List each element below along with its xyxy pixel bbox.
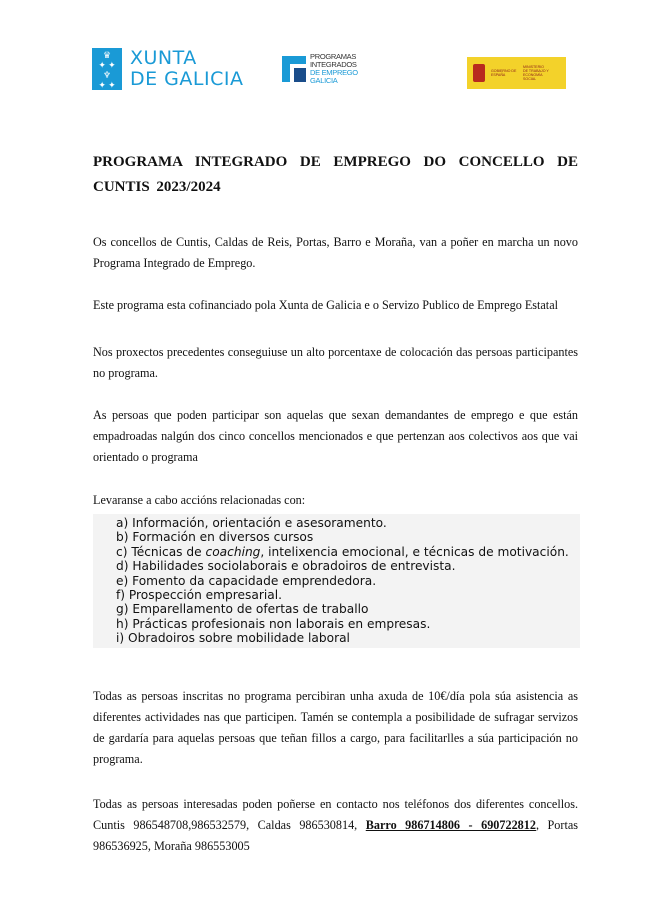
logo-text: INTEGRADOS [310, 60, 357, 69]
logo-text: PROGRAMAS [310, 52, 357, 61]
list-item-text: , intelixencia emocional, e técnicas de motivación. [260, 544, 569, 559]
list-item: i) Obradoiros sobre mobilidade laboral [116, 631, 350, 646]
list-item: h) Prácticas profesionais non laborais en empresas. [116, 616, 431, 631]
paragraph-allowance: Todas as persoas inscritas no programa percibiran unha axuda de 10€/día pola súa asistencia as diferentes actividades nas que participen. Tamén se contempla a posibilidade de sufragar servizos de gardaría para aquelas persoas que teñan fillos a cargo, para facilitarlles a súa participación no programa. [93, 689, 578, 766]
logo-text: DE EMPREGO [310, 68, 358, 77]
logo-text: XUNTA [130, 47, 197, 69]
list-item: g) Emparellamento de ofertas de traballo [116, 602, 369, 617]
list-item: d) Habilidades sociolaborais e obradoiros de entrevista. [116, 559, 456, 574]
gobierno-espana-logo [467, 57, 566, 89]
contact-text: , Portas 986536925, Moraña 986553005 [93, 818, 578, 853]
contact-text: Todas as persoas interesadas poden poñerse en contacto nos teléfonos dos diferentes concellos. Cuntis 986548708,986532579, Caldas 986530814, [93, 797, 578, 832]
paragraph-funding: Este programa esta cofinanciado pola Xunta de Galicia e o Servizo Publico de Emprego Estatal [93, 298, 558, 312]
paragraph-actions-intro: Levaranse a cabo accións relacionadas con: [93, 493, 306, 507]
logo-text: GALICIA [310, 76, 338, 85]
list-item: f) Prospección empresarial. [116, 588, 282, 603]
barro-phone-numbers: Barro 986714806 - 690722812 [365, 818, 536, 832]
list-item-text: c) Técnicas de [116, 544, 206, 559]
list-item: e) Fomento da capacidade emprendedora. [116, 573, 377, 588]
actions-list [93, 514, 580, 648]
document-title: PROGRAMA INTEGRADO DE EMPREGO DO CONCELLO DE CUNTIS 2023/2024 [93, 154, 578, 195]
list-item [116, 545, 580, 559]
logo-text: DE GALICIA [130, 68, 244, 90]
list-item-emphasis: coaching [205, 544, 261, 559]
pie-mark-icon [282, 56, 306, 82]
xunta-de-galicia-logo [92, 48, 243, 90]
spain-crest-icon [473, 64, 485, 82]
list-item: b) Formación en diversos cursos [116, 530, 314, 545]
paragraph-eligibility: As persoas que poden participar son aquelas que sexan demandantes de emprego e que están empadroadas nalgún dos cinco concellos mencionados e que pertenzan aos colectivos aos que vai orientado o programa [93, 408, 578, 464]
header-logos [92, 45, 572, 95]
list-item: a) Información, orientación e asesoramento. [116, 516, 387, 530]
paragraph-contact [93, 794, 578, 857]
logo-text: GOBIERNO DE ESPAÑA [491, 69, 517, 77]
paragraph-results: Nos proxectos precedentes conseguiuse un alto porcentaxe de colocación das persoas participantes no programa. [93, 345, 578, 380]
paragraph-intro: Os concellos de Cuntis, Caldas de Reis, Portas, Barro e Moraña, van a poñer en marcha un novo Programa Integrado de Emprego. [93, 235, 578, 270]
programas-integrados-logo [282, 53, 358, 85]
galicia-shield-icon: ♛ ✦ ✦ ♆ ✦ ✦ [92, 48, 122, 90]
logo-text: MINISTERIO DE TRABAJO Y ECONOMÍA SOCIAL [523, 65, 549, 81]
